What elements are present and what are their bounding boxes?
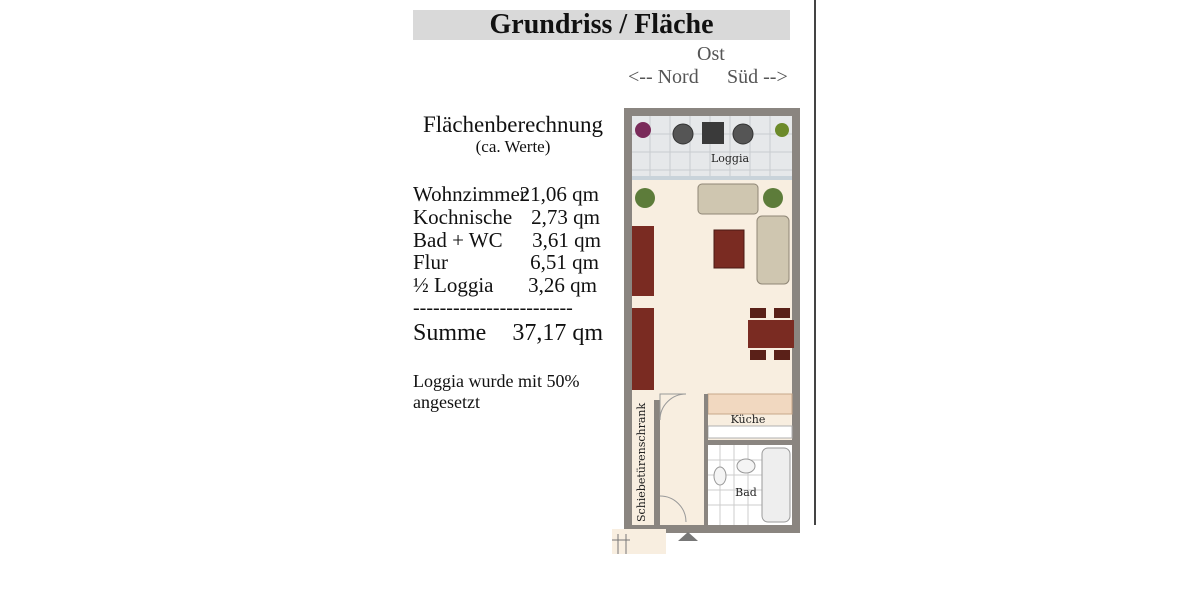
bath-label: Bad (735, 486, 757, 499)
washbasin (737, 459, 755, 473)
area-name: Wohnzimmer (413, 182, 527, 206)
area-name: Kochnische (413, 205, 513, 229)
area-value: 3,26 qm (528, 273, 597, 297)
sideboard (632, 226, 654, 296)
area-value: 2,73 qm (531, 205, 600, 229)
plant-icon (775, 123, 789, 137)
kitchen-label: Küche (730, 413, 766, 426)
compass-east: Ost (697, 43, 725, 65)
plant-icon (635, 188, 655, 208)
total-value: 37,17 qm (512, 320, 603, 346)
area-name: Bad + WC (413, 228, 503, 252)
sum-separator: ------------------------ (413, 297, 573, 319)
compass-south: Süd --> (727, 66, 788, 88)
area-value: 3,61 qm (532, 228, 601, 252)
armchair-sofa (698, 184, 758, 214)
area-name: ½ Loggia (413, 273, 494, 297)
loggia-table-set (673, 122, 753, 144)
coffee-table (714, 230, 744, 268)
interior-wall (704, 394, 708, 532)
loggia-note: Loggia wurde mit 50% angesetzt (413, 371, 580, 412)
area-value: 6,51 qm (530, 250, 599, 274)
kitchen-counter (708, 394, 792, 414)
area-name: Flur (413, 250, 449, 274)
calculation-subtitle: (ca. Werte) (475, 137, 551, 156)
calculation-title: Flächenberechnung (422, 112, 604, 137)
toilet (714, 467, 726, 485)
kitchen-unit (708, 426, 792, 438)
entrance-floor (612, 529, 666, 554)
plant-icon (635, 122, 651, 138)
total-label: Summe (413, 320, 487, 346)
page-title: Grundriss / Fläche (489, 9, 714, 40)
compass-north: <-- Nord (628, 66, 699, 88)
entrance-arrow-icon (678, 532, 698, 541)
interior-wall (654, 400, 660, 526)
loggia-label: Loggia (710, 152, 750, 165)
plant-icon (763, 188, 783, 208)
divider-line (814, 0, 816, 525)
interior-wall (708, 440, 792, 445)
wardrobe-label: Schiebetürenschrank (635, 402, 648, 522)
bathtub (762, 448, 790, 522)
floor-plan (612, 104, 808, 556)
area-value: 21,06 qm (519, 182, 599, 206)
sofa (757, 216, 789, 284)
wardrobe-top (632, 308, 654, 390)
